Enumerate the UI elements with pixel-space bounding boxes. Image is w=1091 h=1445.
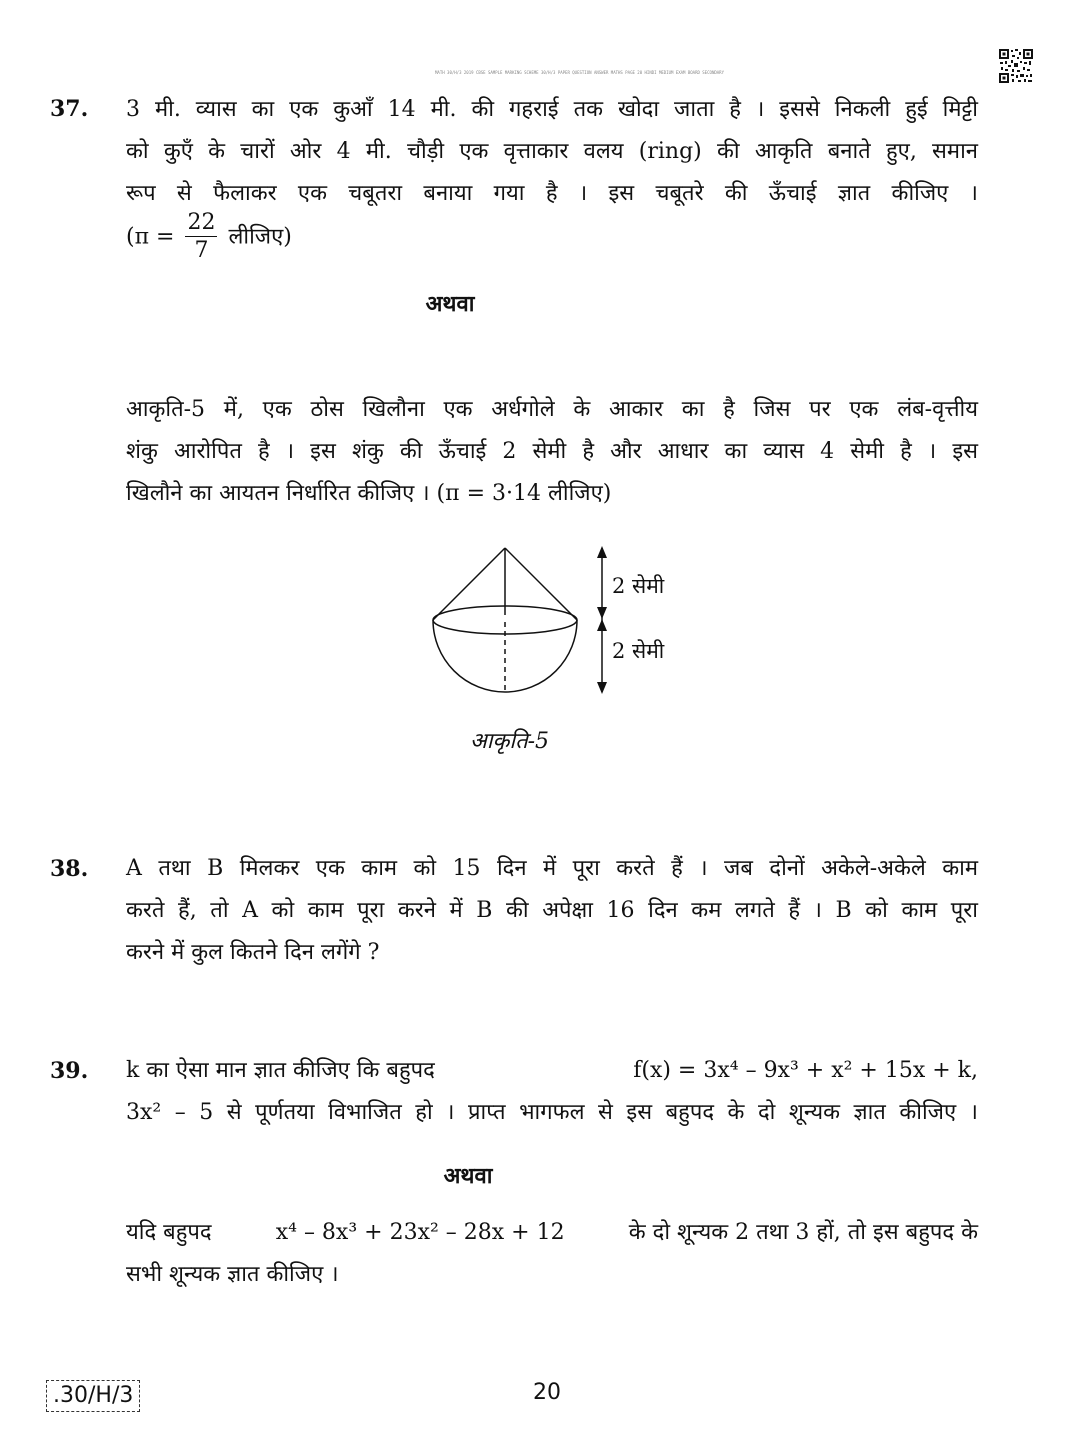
arrow-up-icon [597,546,607,558]
or-divider-39: अथवा [443,1163,493,1189]
figure-label-hemisphere-radius: 2 सेमी [612,639,665,663]
question-37-alt-text [126,389,978,515]
or-divider-37: अथवा [425,291,475,317]
figure-label-cone-height: 2 सेमी [612,574,665,598]
question-38-text [126,848,978,974]
qr-code-icon [998,48,1034,84]
question-39-polynomial: f(x) = 3x⁴ – 9x³ + x² + 15x + k, [633,1058,978,1083]
arrow-down-icon [597,682,607,694]
pi-denominator: 7 [194,238,209,263]
question-37-alt-line-1: आकृति-5 में, एक ठोस खिलौना एक अर्धगोले के आकार का है जिस पर एक लंब-वृत्तीय [126,397,978,422]
question-38-line-2: करते हैं, तो A को काम पूरा करने में B की अपेक्षा 16 दिन कम लगते हैं । B को काम पूरा [126,898,978,923]
pi-prefix: (π = [126,224,175,250]
pi-numerator: 22 [187,210,216,235]
question-39-line-2: 3x² – 5 से पूर्णतया विभाजित हो । प्राप्त भागफल से इस बहुपद के दो शून्यक ज्ञात कीजिए । [126,1100,978,1125]
figure-5 [420,540,680,700]
question-37-text [126,89,978,215]
question-number-37: 37. [50,96,89,122]
pi-value-note [126,210,292,265]
question-38-line-1: A तथा B मिलकर एक काम को 15 दिन में पूरा करते हैं । जब दोनों अकेले-अकेले काम [126,856,978,881]
question-39-line-1 [126,1050,978,1092]
cone-left-edge [433,548,505,620]
cone-right-edge [505,548,577,620]
paper-code: .30/H/3 [46,1380,140,1412]
hemisphere-arc [433,620,577,692]
question-39-line-1-text: k का ऐसा मान ज्ञात कीजिए कि बहुपद [126,1058,435,1083]
qr-code-graphic [998,48,1034,84]
question-number-39: 39. [50,1058,89,1084]
cone-hemisphere-diagram [420,540,680,700]
arrow-up-mid-icon [597,619,607,631]
question-number-38: 38. [50,856,89,882]
question-38-line-3: करने में कुल कितने दिन लगेंगे ? [126,940,380,965]
question-39-alt-polynomial: x⁴ – 8x³ + 23x² – 28x + 12 [275,1220,565,1245]
question-37-line-2: को कुएँ के चारों ओर 4 मी. चौड़ी एक वृत्ताकार वलय (ring) की आकृति बनाते हुए, समान [126,139,978,164]
figure-caption: आकृति-5 [470,729,550,754]
question-39-alt-prefix: यदि बहुपद [126,1220,212,1245]
question-39-text [126,1050,978,1134]
pi-suffix: लीजिए) [228,224,292,250]
question-39-alt-suffix: के दो शून्यक 2 तथा 3 हों, तो इस बहुपद के [628,1220,978,1245]
question-39-alt-line-1 [126,1212,978,1254]
question-37-line-1: 3 मी. व्यास का एक कुआँ 14 मी. की गहराई तक खोदा जाता है । इससे निकली हुई मिट्टी [126,97,978,122]
question-37-line-3: रूप से फैलाकर एक चबूतरा बनाया गया है । इस चबूतरे की ऊँचाई ज्ञात कीजिए । [126,181,978,206]
question-39-alt-text [126,1212,978,1296]
header-micro-text: MATH 30/H/3 2019 CBSE SAMPLE MARKING SCHEME 30/H/3 PAPER QUESTION ANSWER MATHS PAGE 20 HINDI MEDIUM EXAM BOARD SECONDARY [435,70,724,75]
arrow-down-mid-icon [597,607,607,619]
question-37-alt-line-2: शंकु आरोपित है । इस शंकु की ऊँचाई 2 सेमी है और आधार का व्यास 4 सेमी है । इस [126,439,978,464]
pi-fraction [185,210,217,265]
question-39-alt-line-2: सभी शून्यक ज्ञात कीजिए । [126,1262,339,1287]
question-37-alt-line-3: खिलौने का आयतन निर्धारित कीजिए । (π = 3·14 लीजिए) [126,481,612,506]
page-number: 20 [533,1380,561,1405]
